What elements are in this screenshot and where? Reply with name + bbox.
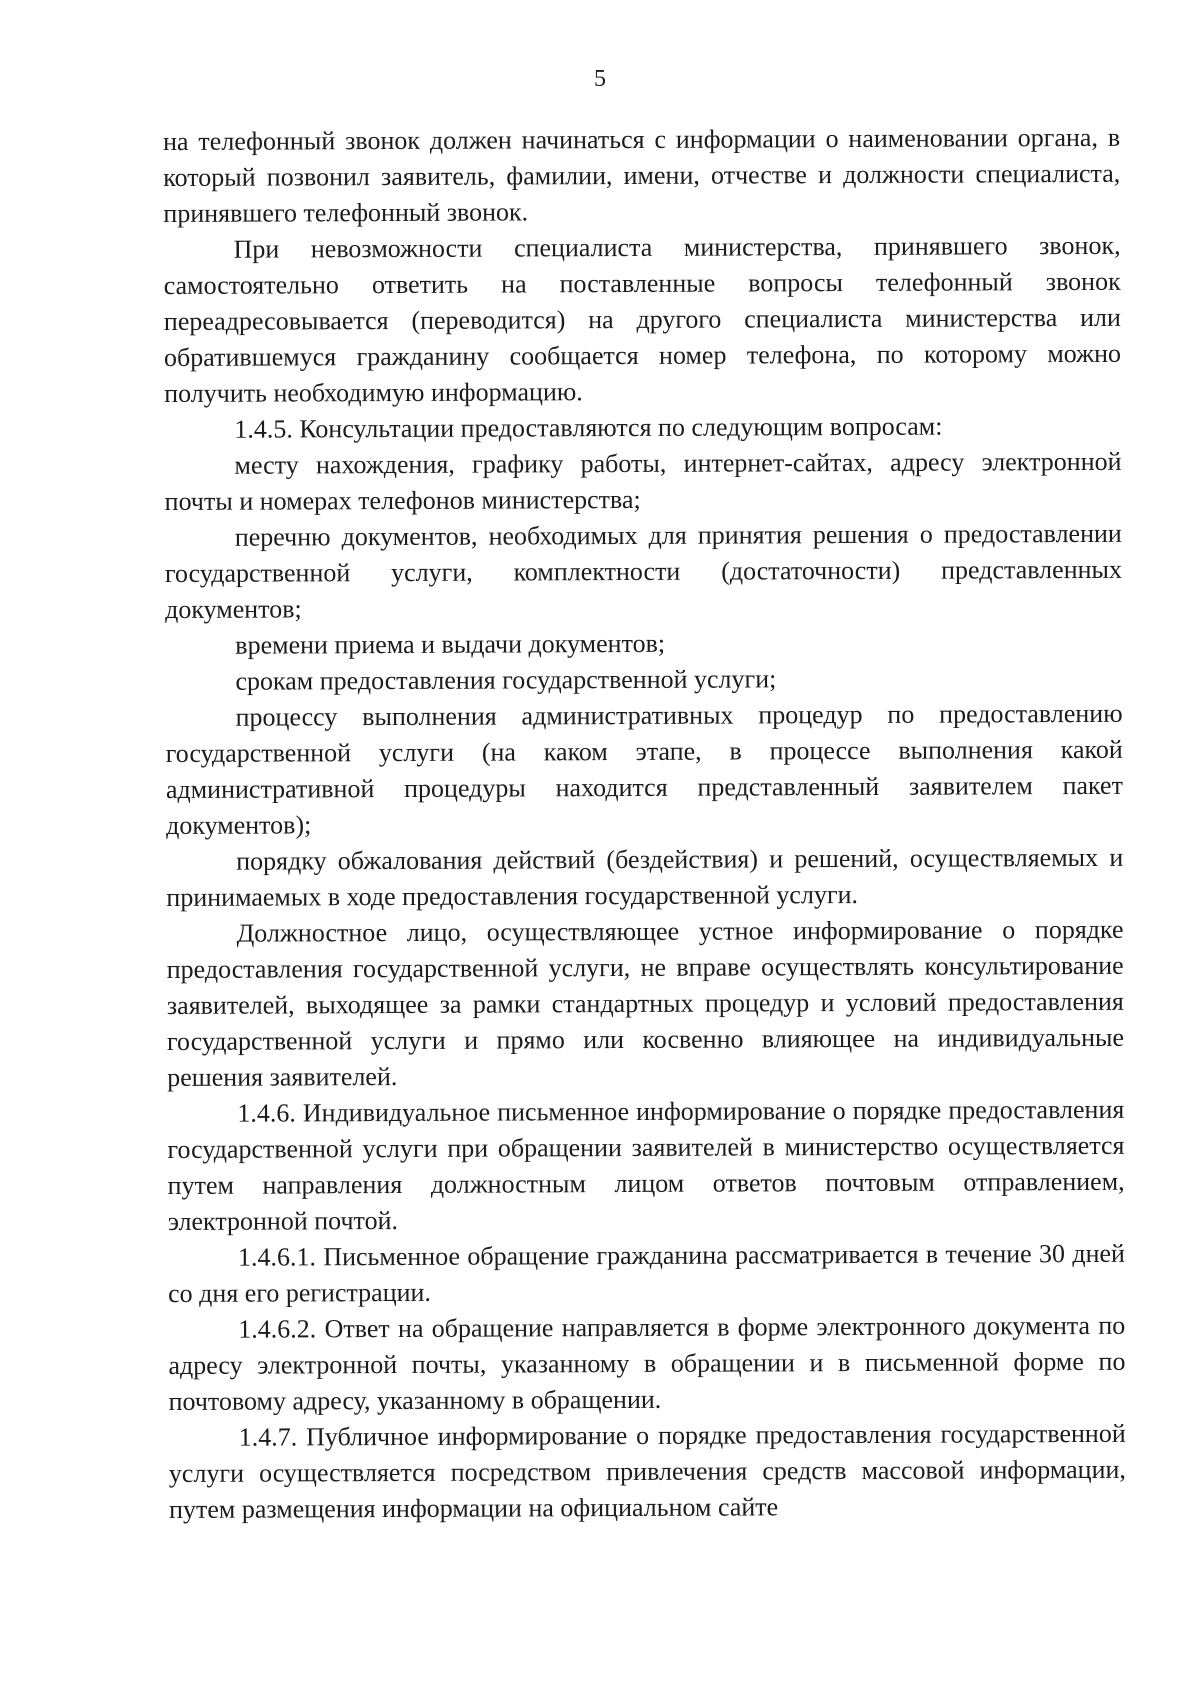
paragraph-topic-process: процессу выполнения административных процедур по предоставлению государственной услуги (на каком этапе, в процессе выполнения какой административной процедуры находится представленный заявителем пакет документов);	[165, 698, 1123, 840]
paragraph-consultation-topics: 1.4.5. Консультации предоставляются по следующим вопросам:	[234, 411, 943, 444]
paragraph-public-informing: 1.4.7. Публичное информирование о порядке предоставления государственной услуги осуществляется посредством привлечения средств массовой информации, путем размещения информации на официальном сайте	[168, 1418, 1126, 1524]
paragraph-topic-terms: срокам предоставления государственной услуги;	[235, 664, 777, 696]
paragraph-call-redirect: При невозможности специалиста министерства, принявшего звонок, самостоятельно ответить на поставленные вопросы телефонный звонок переадресовывается (переводится) на другого специалиста министерства или обратившемуся гражданину сообщается номер телефона, по которому можно получить необходимую информацию.	[163, 230, 1122, 408]
paragraph-topic-location: месту нахождения, графику работы, интернет-сайтах, адресу электронной почты и номерах телефонов министерства;	[164, 446, 1122, 516]
paragraph-topic-reception-time: времени приема и выдачи документов;	[235, 628, 666, 660]
paragraph-call-greeting: на телефонный звонок должен начинаться с информации о наименовании органа, в который позвонил заявитель, фамилии, имени, отчестве и должности специалиста, принявшего телефонный звонок.	[163, 122, 1121, 228]
paragraph-topic-documents: перечню документов, необходимых для принятия решения о предоставлении государственной услуги, комплектности (достаточности) представленных документов;	[164, 518, 1123, 624]
page-number: 5	[594, 66, 606, 92]
paragraph-answer-form: 1.4.6.2. Ответ на обращение направляется в форме электронного документа по адресу электронной почты, указанному в обращении и в письменной форме по почтовому адресу, указанному в обращении.	[168, 1310, 1126, 1416]
paragraph-topic-appeal: порядку обжалования действий (бездействия) и решений, осуществляемых и принимаемых в ходе предоставления государственной услуги.	[166, 842, 1124, 912]
paragraph-written-informing: 1.4.6. Индивидуальное письменное информирование о порядке предоставления государственной услуги при обращении заявителей в министерство осуществляется путем направления должностным лицом ответов почтовым отправлением, электронной почтой.	[167, 1094, 1125, 1236]
body-text	[163, 120, 1126, 1528]
paragraph-official-limits: Должностное лицо, осуществляющее устное информирование о порядке предоставления государственной услуги, не вправе осуществлять консультирование заявителей, выходящее за рамки стандартных процедур и условий предоставления государственной услуги и прямо или косвенно влияющее на индивидуальные решения заявителей.	[166, 914, 1125, 1092]
paragraph-written-appeal-term: 1.4.6.1. Письменное обращение гражданина рассматривается в течение 30 дней со дня его регистрации.	[168, 1238, 1125, 1308]
